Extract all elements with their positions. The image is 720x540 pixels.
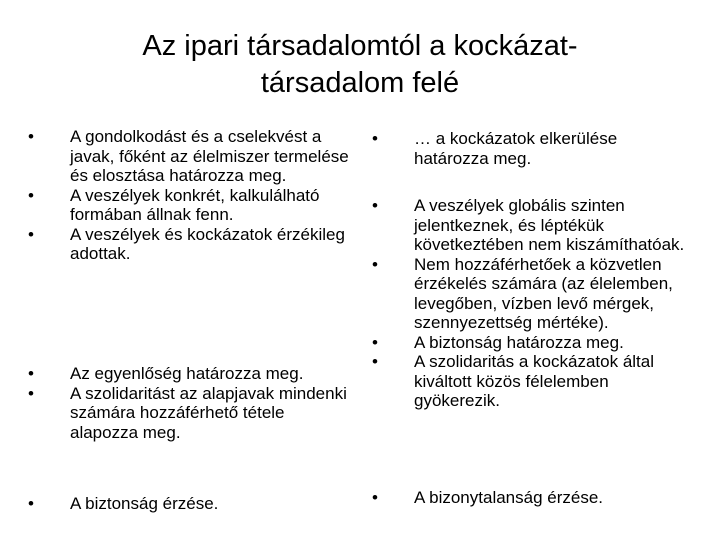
- title-line-1: Az ipari társadalomtól a kockázat-: [142, 30, 578, 62]
- bullet-icon: •: [372, 488, 378, 507]
- list-item: [372, 129, 692, 168]
- left-group-3: [28, 494, 350, 514]
- bullet-icon: •: [28, 224, 34, 244]
- list-item: [28, 225, 350, 264]
- list-item-text: A bizonytalanság érzése.: [414, 488, 604, 507]
- bullet-icon: •: [372, 352, 378, 371]
- list-item-text: A szolidaritás a kockázatok által kiváltott közös félelemben gyökerezik.: [414, 352, 655, 410]
- list-item: [372, 488, 692, 508]
- list-item: [372, 352, 692, 411]
- right-group-3: [372, 488, 692, 508]
- list-item-text: Az egyenlőség határozza meg.: [70, 364, 304, 383]
- list-item: [372, 333, 692, 353]
- bullet-icon: •: [28, 494, 34, 513]
- title-line-2: társadalom felé: [260, 67, 460, 99]
- list-item: [372, 196, 692, 255]
- list-item: [28, 127, 350, 186]
- list-item-text: Nem hozzáférhetőek a közvetlen érzékelés számára (az élelemben, levegőben, vízben levő mérgek, szennyezettség mértéke).: [414, 254, 673, 332]
- list-item-text: A veszélyek konkrét, kalkulálható formában állnak fenn.: [70, 185, 320, 224]
- left-group-2: [28, 364, 350, 442]
- list-item-text: … a kockázatok elkerülése határozza meg.: [414, 129, 618, 168]
- bullet-icon: •: [28, 185, 34, 205]
- bullet-icon: •: [28, 383, 34, 403]
- list-item: [28, 186, 350, 225]
- list-item-text: A szolidaritást az alapjavak mindenki számára hozzáférhető tétele alapozza meg.: [70, 383, 347, 442]
- bullet-icon: •: [28, 364, 34, 383]
- list-item: [28, 384, 350, 443]
- list-item-text: A gondolkodást és a cselekvést a javak, főként az élelmiszer termelése és elosztása határozza meg.: [70, 127, 349, 185]
- slide-title: [60, 28, 660, 102]
- list-item: [28, 364, 350, 384]
- left-group-1: [28, 127, 350, 264]
- right-group-1: [372, 129, 692, 168]
- list-item: [28, 494, 350, 514]
- bullet-icon: •: [28, 127, 34, 146]
- right-group-2: [372, 196, 692, 411]
- list-item-text: A biztonság érzése.: [70, 494, 219, 513]
- list-item: [372, 255, 692, 333]
- bullet-icon: •: [372, 196, 378, 215]
- list-item-text: A biztonság határozza meg.: [414, 332, 624, 352]
- list-item-text: A veszélyek és kockázatok érzékileg adottak.: [70, 224, 345, 263]
- bullet-icon: •: [372, 129, 378, 148]
- bullet-icon: •: [372, 332, 378, 352]
- list-item-text: A veszélyek globális szinten jelentkeznek, és léptékük következtében nem kiszámíthatóak.: [414, 196, 685, 254]
- bullet-icon: •: [372, 254, 378, 274]
